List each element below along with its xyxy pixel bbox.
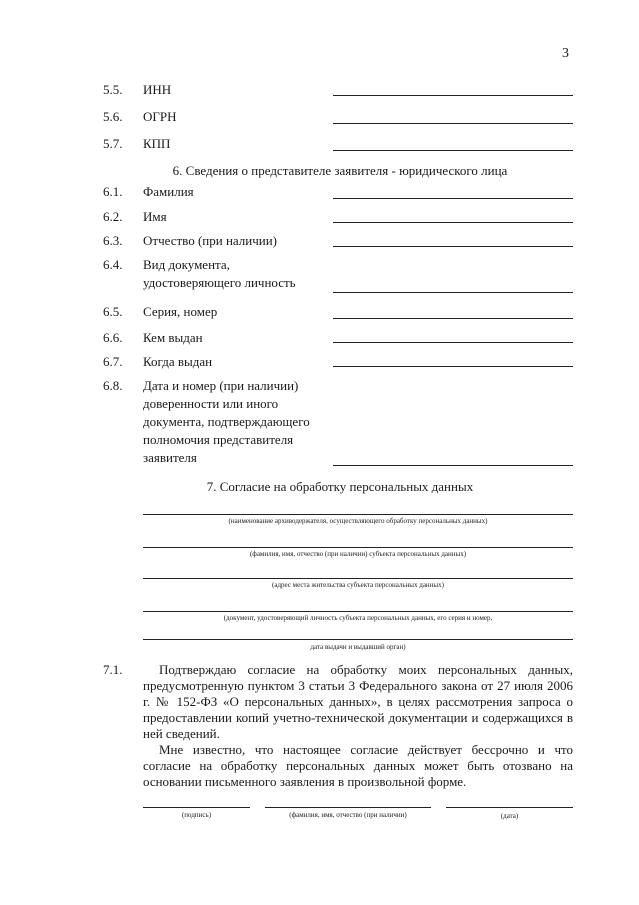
field-label-poa: Дата и номер (при наличии) — [143, 378, 299, 393]
archive-holder-input-line[interactable] — [143, 514, 573, 515]
subject-name-input-line[interactable] — [143, 547, 573, 548]
issue-date-input-line[interactable] — [333, 366, 573, 367]
name-input-line[interactable] — [333, 222, 573, 223]
field-label-poa: доверенности или иного — [143, 396, 279, 411]
caption-signer-name: (фамилия, имя, отчество (при наличии) — [289, 811, 407, 819]
signer-name-input-line[interactable] — [265, 807, 431, 808]
caption-subject-document: (документ, удостоверяющий личность субъекта персональных данных, его серия и номер, — [223, 614, 493, 622]
kpp-input-line[interactable] — [333, 150, 573, 151]
field-number: 6.7. — [103, 354, 123, 369]
field-number: 6.2. — [103, 209, 123, 224]
field-label-inn: ИНН — [143, 82, 172, 97]
item-number: 7.1. — [103, 662, 123, 677]
field-label-name: Имя — [143, 209, 167, 224]
field-label-doc-type: Вид документа, — [143, 257, 230, 272]
field-number: 6.8. — [103, 378, 123, 393]
subject-address-input-line[interactable] — [143, 578, 573, 579]
field-number: 5.5. — [103, 82, 123, 97]
subject-document-input-line[interactable] — [143, 611, 573, 612]
issued-by-input-line[interactable] — [333, 342, 573, 343]
caption-archive-holder: (наименование архиводержателя, осуществляющего обработку персональных данных) — [228, 517, 488, 525]
signature-input-line[interactable] — [143, 807, 250, 808]
ogrn-input-line[interactable] — [333, 123, 573, 124]
field-number: 6.3. — [103, 233, 123, 248]
section-7-title: 7. Согласие на обработку персональных данных — [206, 479, 474, 494]
field-label-poa: заявителя — [143, 450, 197, 465]
field-number: 5.6. — [103, 109, 123, 124]
field-label-issued-by: Кем выдан — [143, 330, 203, 345]
field-label-issue-date: Когда выдан — [143, 354, 213, 369]
date-input-line[interactable] — [446, 807, 573, 808]
field-number: 5.7. — [103, 136, 123, 151]
poa-input-line[interactable] — [333, 465, 573, 466]
field-number: 6.4. — [103, 257, 123, 272]
caption-signature: (подпись) — [181, 811, 212, 819]
page-number: 3 — [562, 46, 569, 61]
field-label-poa: документа, подтверждающего — [143, 414, 310, 429]
section-6-title: 6. Сведения о представителе заявителя - юридического лица — [172, 163, 508, 178]
inn-input-line[interactable] — [333, 95, 573, 96]
caption-date: (дата) — [500, 812, 519, 820]
field-label-kpp: КПП — [143, 136, 171, 151]
field-label-doc-type: удостоверяющего личность — [143, 275, 296, 290]
patronymic-input-line[interactable] — [333, 246, 573, 247]
field-label-series-number: Серия, номер — [143, 304, 218, 319]
field-label-ogrn: ОГРН — [143, 109, 177, 124]
consent-revocation-paragraph: Мне известно, что настоящее согласие действует бессрочно и что согласие на обработку персональных данных может быть отозвано на основании письменного заявления в произвольной форме. — [143, 742, 573, 789]
field-number: 6.6. — [103, 330, 123, 345]
field-number: 6.1. — [103, 184, 123, 199]
field-number: 6.5. — [103, 304, 123, 319]
doc-type-input-line[interactable] — [333, 292, 573, 293]
consent-paragraph: Подтверждаю согласие на обработку моих персональных данных, предусмотренную пунктом 3 статьи 3 Федерального закона от 27 июля 2006 г. № 152-ФЗ «О персональных данных», в целях рассмотрения запроса о предоставлении копий учетно-технической документации и содержащихся в ней сведений. — [143, 662, 573, 741]
field-label-poa: полномочия представителя — [143, 432, 294, 447]
field-label-surname: Фамилия — [143, 184, 194, 199]
caption-subject-name: (фамилия, имя, отчество (при наличии) субъекта персональных данных) — [249, 550, 467, 558]
surname-input-line[interactable] — [333, 198, 573, 199]
caption-subject-address: (адрес места жительства субъекта персональных данных) — [272, 581, 444, 589]
subject-document-issue-input-line[interactable] — [143, 639, 573, 640]
field-label-patronymic: Отчество (при наличии) — [143, 233, 278, 248]
series-number-input-line[interactable] — [333, 318, 573, 319]
caption-document-issue: дата выдачи и выдавший орган) — [310, 643, 406, 651]
